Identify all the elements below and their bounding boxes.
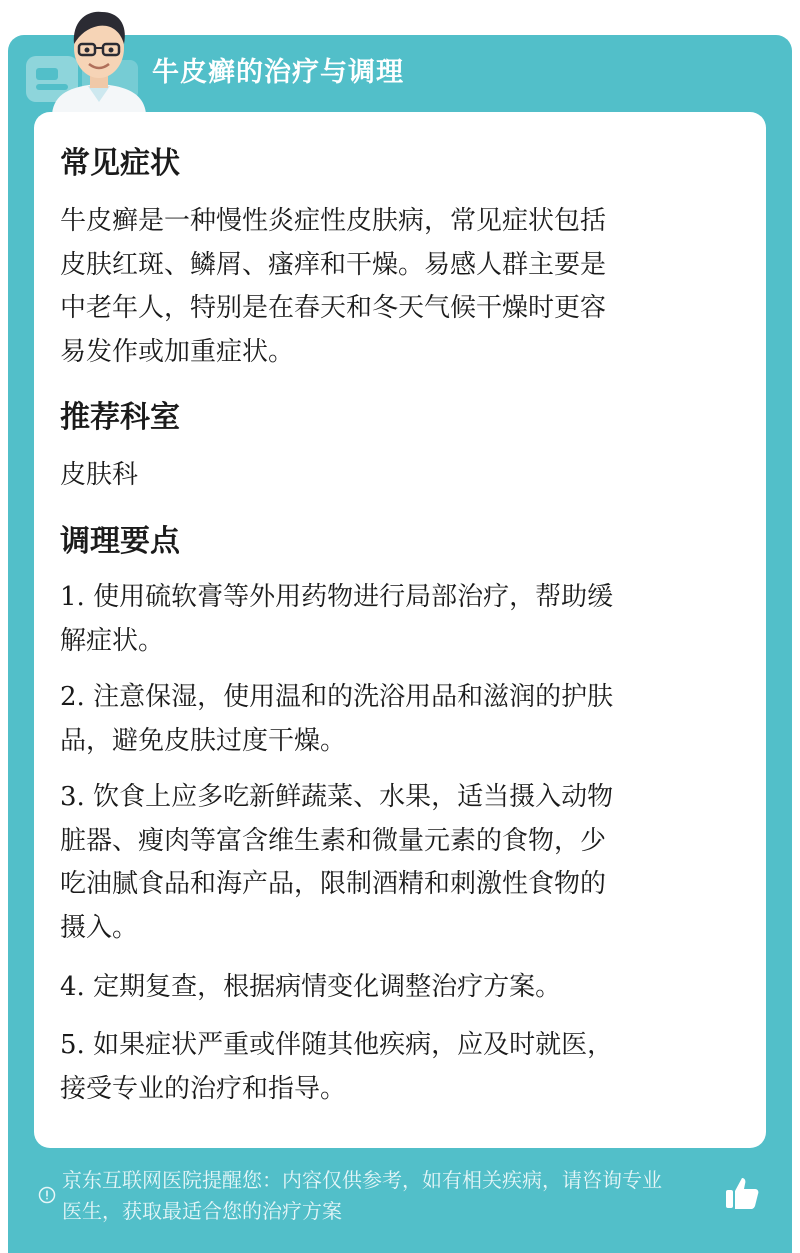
article-card [34, 112, 766, 1148]
text-line: 吃油腻食品和海产品，限制酒精和刺激性食物的 [60, 869, 607, 899]
doctor-avatar [44, 2, 154, 114]
text-line: 脏器、瘦肉等富含维生素和微量元素的食物，少 [60, 825, 607, 856]
section-title-care: 调理要点 [60, 524, 180, 559]
page-title: 牛皮癣的治疗与调理 [152, 57, 404, 88]
text-line: 易发作或加重症状。 [60, 336, 295, 367]
text-line: 牛皮癣是一种慢性炎症性皮肤病，常见症状包括 [60, 206, 607, 236]
item-number: 5. [60, 1030, 85, 1060]
item-number: 3. [60, 782, 85, 812]
item-number: 1. [60, 582, 85, 612]
text-line: 注意保湿，使用温和的洗浴用品和滋润的护肤 [93, 682, 614, 712]
section-title-symptoms: 常见症状 [60, 146, 180, 181]
text-line: 定期复查，根据病情变化调整治疗方案。 [93, 972, 562, 1002]
item-number: 4. [60, 972, 85, 1002]
care-item-1 [60, 576, 730, 663]
thumbs-up-icon[interactable] [722, 1173, 762, 1213]
text-line: 摄入。 [60, 912, 139, 943]
text-line: 使用硫软膏等外用药物进行局部治疗，帮助缓 [93, 582, 614, 612]
text-line: 皮肤红斑、鳞屑、瘙痒和干燥。易感人群主要是 [60, 249, 607, 280]
text-line: 中老年人，特别是在春天和冬天气候干燥时更容 [60, 293, 607, 323]
care-item-5 [60, 1024, 730, 1111]
section-title-department: 推荐科室 [60, 400, 180, 435]
disclaimer-text [62, 1165, 732, 1227]
text-line: 医生，获取最适合您的治疗方案 [62, 1199, 342, 1223]
care-item-2 [60, 676, 730, 763]
care-item-4 [60, 966, 730, 1010]
info-icon [38, 1186, 56, 1204]
text-line: 品，避免皮肤过度干燥。 [60, 725, 347, 756]
symptoms-text [60, 200, 730, 374]
text-line: 饮食上应多吃新鲜蔬菜、水果，适当摄入动物 [93, 782, 614, 812]
text-line: 如果症状严重或伴随其他疾病，应及时就医， [93, 1030, 614, 1060]
department-value: 皮肤科 [60, 460, 139, 490]
care-item-3 [60, 776, 730, 950]
item-number: 2. [60, 682, 85, 712]
text-line: 京东互联网医院提醒您：内容仅供参考，如有相关疾病，请咨询专业 [62, 1168, 662, 1192]
disclaimer-footer [38, 1165, 798, 1245]
text-line: 解症状。 [60, 625, 165, 656]
text-line: 接受专业的治疗和指导。 [60, 1073, 347, 1104]
